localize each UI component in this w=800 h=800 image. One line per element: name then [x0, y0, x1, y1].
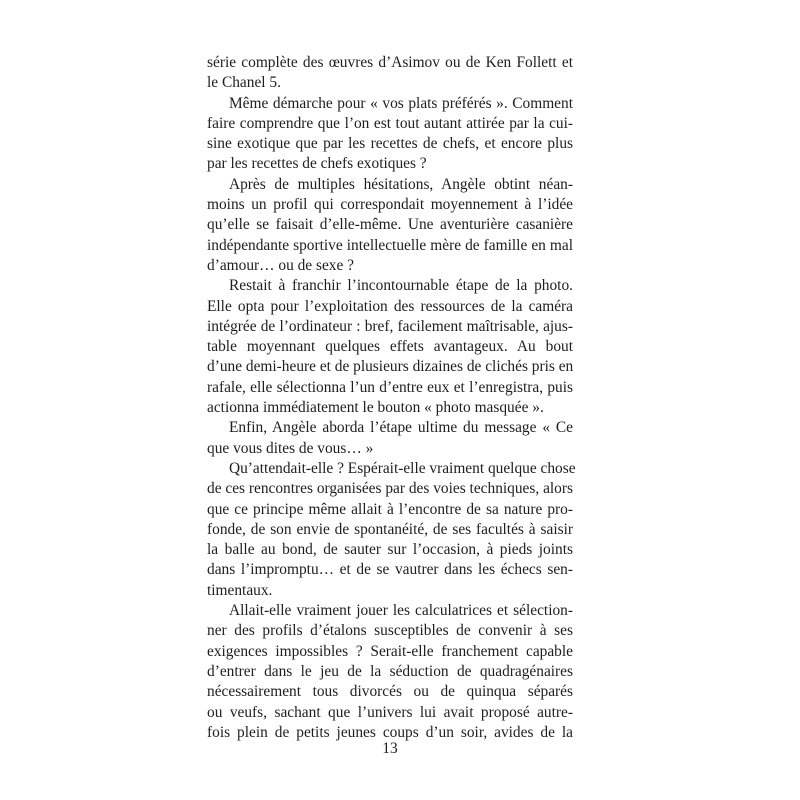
text-line: actionna immédiatement le bouton « photo masquée ». [207, 399, 544, 417]
text-line: dans l’impromptu… et de se vautrer dans les échecs sen- [207, 561, 573, 579]
text-line: qu’elle se faisait d’elle-même. Une aventurière casanière [207, 216, 573, 234]
text-line: intégrée de l’ordinateur : bref, facilement maîtrisable, ajus- [207, 317, 573, 335]
paragraph [207, 418, 573, 459]
text-line: d’amour… ou de sexe ? [207, 256, 355, 274]
text-line: d’entrer dans le jeu de la séduction de quadragénaires [207, 662, 573, 680]
text-line: la balle au bond, de sauter sur l’occasion, à pieds joints [207, 541, 573, 559]
text-line: fois plein de petits jeunes coups d’un soir, avides de la [207, 723, 573, 741]
text-line: Enfin, Angèle aborda l’étape ultime du message « Ce [229, 419, 573, 437]
text-line: Elle opta pour l’exploitation des ressources de la caméra [207, 297, 573, 315]
text-line: d’une demi-heure et de plusieurs dizaines de clichés pris en [207, 358, 574, 376]
text-line: série complète des œuvres d’Asimov ou de Ken Follett et [207, 54, 573, 71]
paragraph [207, 276, 573, 418]
text-line: par les recettes de chefs exotiques ? [207, 155, 427, 173]
text-line: fonde, de son envie de spontanéité, de ses facultés à saisir [207, 520, 573, 538]
text-line: de ces rencontres organisées par des voies techniques, alors [207, 480, 573, 498]
text-line: que vous dites de vous… » [207, 439, 374, 457]
text-line: sine exotique que par les recettes de chefs, et encore plus [207, 135, 573, 153]
paragraph [207, 601, 573, 743]
text-line: Allait-elle vraiment jouer les calculatrices et sélection- [229, 602, 573, 620]
text-line: table moyennant quelques effets avantageux. Au bout [207, 338, 573, 356]
text-line: timentaux. [207, 581, 273, 599]
text-line: indépendante sportive intellectuelle mère de famille en mal [207, 236, 573, 254]
text-line: ner des profils d’étalons susceptibles de convenir à ses [207, 622, 573, 640]
text-line: Même démarche pour « vos plats préférés ». Comment [229, 94, 573, 112]
paragraph [207, 94, 573, 175]
paragraph [207, 53, 573, 94]
paragraph [207, 459, 576, 601]
text-line: rafale, elle sélectionna l’un d’entre eux et l’enregistra, puis [207, 378, 573, 396]
text-line: Qu’attendait-elle ? Espérait-elle vraiment quelque chose [229, 459, 576, 477]
text-line: nécessairement tous divorcés ou de quinqua séparés [207, 683, 573, 701]
text-line: Après de multiples hésitations, Angèle obtint néan- [229, 175, 573, 193]
paragraph [207, 175, 573, 276]
text-line: ou veufs, sachant que l’univers lui avait proposé autre- [207, 703, 573, 721]
text-line: moins un profil qui correspondait moyennement à l’idée [207, 196, 573, 214]
text-line: le Chanel 5. [207, 74, 281, 92]
text-line: Restait à franchir l’incontournable étape de la photo. [229, 277, 573, 295]
body-text [207, 53, 576, 743]
text-line: exigences impossibles ? Serait-elle franchement capable [207, 642, 573, 660]
page-number: 13 [382, 740, 398, 757]
text-line: faire comprendre que l’on est tout autant attirée par la cui- [207, 114, 573, 132]
text-line: que ce principe même allait à l’encontre de sa nature pro- [207, 500, 573, 518]
